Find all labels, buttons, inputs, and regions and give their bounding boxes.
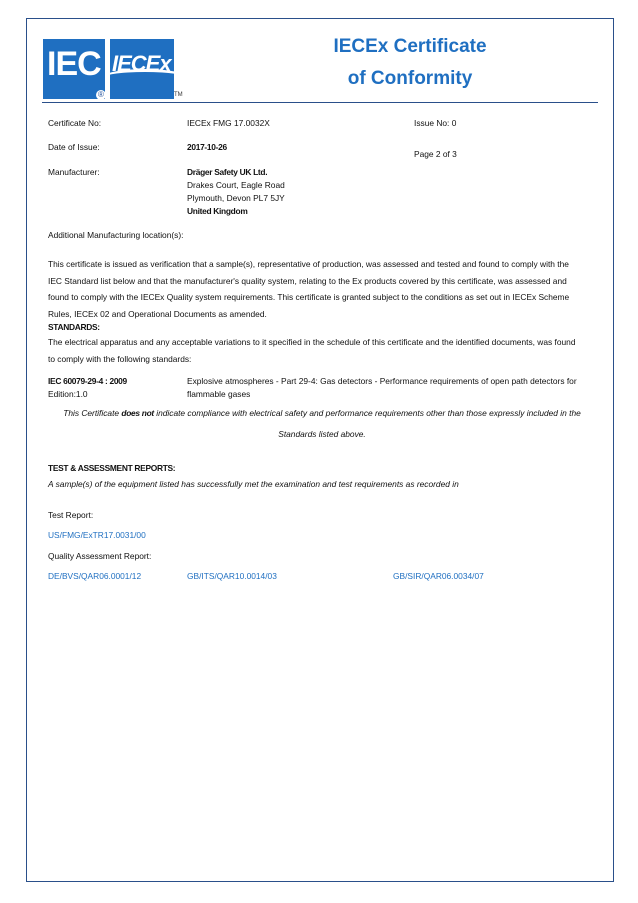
qar-link-1[interactable]: DE/BVS/QAR06.0001/12 [48,571,142,581]
standard-code: IEC 60079-29-4 : 2009 [48,376,127,386]
disclaimer-pre: This Certificate [63,408,122,418]
standard-description-line1: Explosive atmospheres - Part 29-4: Gas detectors - Performance requirements of open path detectors for [187,376,577,386]
header-divider [42,102,598,103]
iec-logo-text: IEC [47,45,101,83]
test-report-link[interactable]: US/FMG/ExTR17.0031/00 [48,530,146,540]
iecex-logo-text: IECEx [112,51,171,76]
address-country: United Kingdom [187,206,248,216]
standards-line: to comply with the following standards: [48,353,192,364]
standards-heading: STANDARDS: [48,322,100,332]
standard-description-line2: flammable gases [187,389,251,399]
standard-edition: Edition:1.0 [48,389,88,399]
registered-mark: ® [96,90,106,100]
standards-paragraph [48,334,596,367]
test-heading: TEST & ASSESSMENT REPORTS: [48,463,176,473]
iec-logo [43,39,105,99]
cert-no-value: IECEx FMG 17.0032X [187,118,270,128]
page-number: Page 2 of 3 [414,149,457,159]
test-line: A sample(s) of the equipment listed has successfully met the examination and test requirements as recorded in [48,479,459,489]
intro-paragraph [48,256,596,322]
date-value: 2017-10-26 [187,142,227,152]
certificate-title-line2: of Conformity [347,68,473,89]
qar-link-3[interactable]: GB/SIR/QAR06.0034/07 [393,571,484,581]
date-label: Date of Issue: [48,142,100,152]
disclaimer-line1 [48,407,596,419]
intro-line: Rules, IECEx 02 and Operational Documents as amended. [48,308,267,319]
intro-line: This certificate is issued as verification that a sample(s), representative of production, was assessed and tested and found to comply with the [48,259,569,269]
iecex-logo [110,39,174,99]
page-frame [26,18,614,882]
address-line2: Plymouth, Devon PL7 5JY [187,193,285,203]
issue-no: Issue No: 0 [414,118,457,128]
qar-link-2[interactable]: GB/ITS/QAR10.0014/03 [187,571,277,581]
qar-label: Quality Assessment Report: [48,551,152,561]
test-report-label: Test Report: [48,510,94,520]
standards-line: The electrical apparatus and any acceptable variations to it specified in the schedule of this certificate and the identified documents, was found [48,337,576,347]
manufacturer-label: Manufacturer: [48,167,100,177]
disclaimer-emphasis: does not [121,408,154,418]
additional-locations-label: Additional Manufacturing location(s): [48,230,184,240]
address-line1: Drakes Court, Eagle Road [187,180,285,190]
certificate-title-line1: IECEx Certificate [333,36,487,57]
disclaimer-post: indicate compliance with electrical safety and performance requirements other than those expressly included in the [153,408,581,418]
cert-no-label: Certificate No: [48,118,102,128]
manufacturer-name: Dräger Safety UK Ltd. [187,167,268,177]
disclaimer-line2: Standards listed above. [278,429,366,439]
intro-line: found to comply with the IECEx Quality system requirements. This certificate is granted subject to the conditions as set out in IECEx Scheme [48,292,570,303]
intro-line: IEC Standard list below and that the manufacturer's quality system, relating to the Ex products covered by this certificate, was assessed and [48,275,567,286]
trademark-mark: TM [174,92,183,98]
